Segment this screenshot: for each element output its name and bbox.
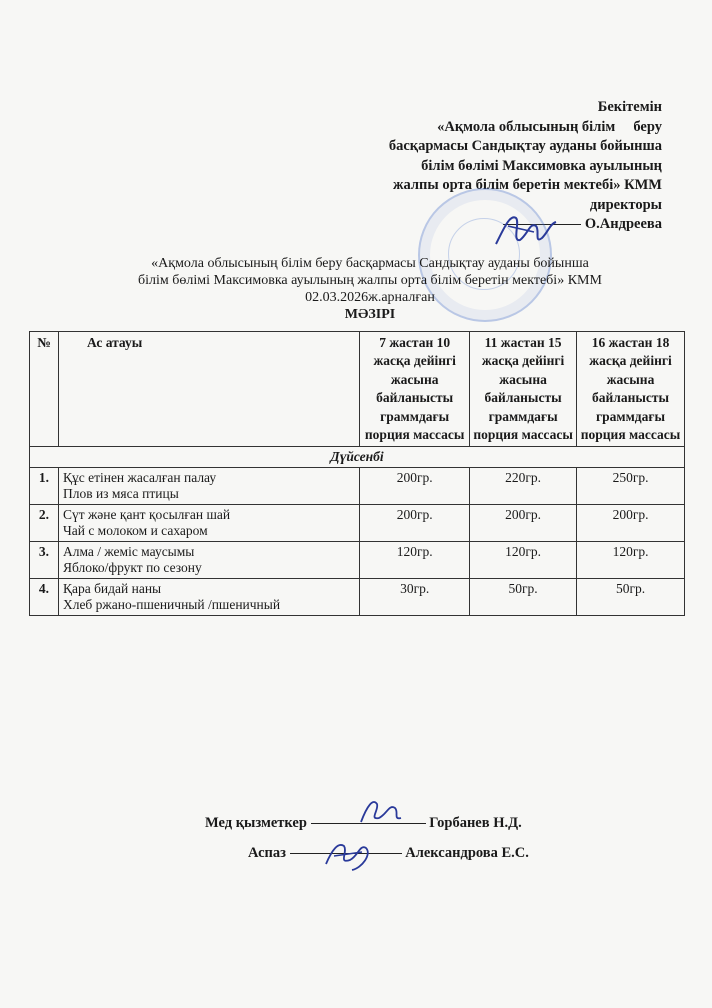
table-row: [30, 468, 685, 505]
dish-name-cell: [58, 579, 359, 616]
dish-name-kz: Құс етінен жасалған палау: [62, 470, 217, 486]
portion-age-7-10: 120гр.: [360, 542, 470, 579]
approval-line: директоры: [589, 196, 662, 213]
dish-name-cell: [58, 468, 359, 505]
table-header-row: [30, 332, 685, 447]
portion-age-7-10: 200гр.: [360, 468, 470, 505]
table-row: [30, 542, 685, 579]
header-num: №: [30, 332, 59, 447]
cook-role: Аспаз: [248, 845, 286, 861]
header-age-11-15: 11 жастан 15 жасқа дейінгі жасына байланысты граммдағы порция массасы: [470, 332, 577, 447]
dish-name-ru: Плов из мяса птицы: [62, 486, 179, 502]
cook-signature-row: [248, 844, 529, 862]
table-row: [30, 505, 685, 542]
table-row: [30, 579, 685, 616]
approval-line: басқармасы Сандықтау ауданы бойынша: [388, 138, 662, 154]
portion-age-16-18: 120гр.: [577, 542, 685, 579]
portion-age-11-15: 220гр.: [470, 468, 577, 505]
portion-age-7-10: 30гр.: [360, 579, 470, 616]
heading-line: «Ақмола облысының білім беру басқармасы Сандықтау ауданы бойынша: [151, 256, 589, 271]
dish-name-kz: Сүт және қант қосылған шай: [62, 507, 231, 523]
dish-name-ru: Яблоко/фрукт по сезону: [62, 560, 202, 576]
dish-name-kz: Алма / жеміс маусымы: [62, 544, 195, 560]
medic-signature: [355, 794, 405, 828]
row-num: 2.: [30, 505, 59, 542]
document-heading: [60, 255, 680, 323]
portion-age-11-15: 200гр.: [470, 505, 577, 542]
approval-line: жалпы орта білім беретін мектебі» КММ: [393, 177, 662, 193]
header-dish-name: Ас атауы: [58, 332, 359, 447]
medic-role: Мед қызметкер: [205, 815, 307, 831]
dish-name-kz: Қара бидай наны: [62, 581, 162, 597]
director-signature: [490, 204, 560, 256]
director-name: О.Андреева: [584, 216, 662, 232]
header-age-16-18: 16 жастан 18 жасқа дейінгі жасына байланысты граммдағы порция массасы: [577, 332, 685, 447]
approval-line: Бекітемін: [597, 99, 662, 115]
cook-name: Александрова Е.С.: [405, 845, 529, 861]
heading-line: білім бөлімі Максимовка ауылының жалпы орта білім беретін мектебі» КММ: [138, 273, 602, 288]
portion-age-11-15: 120гр.: [470, 542, 577, 579]
portion-age-11-15: 50гр.: [470, 579, 577, 616]
approval-line: білім бөлімі Максимовка ауылының: [421, 157, 662, 174]
dish-name-ru: Хлеб ржано-пшеничный /пшеничный: [62, 597, 281, 613]
row-num: 1.: [30, 468, 59, 505]
header-age-7-10: 7 жастан 10 жасқа дейінгі жасына байланысты граммдағы порция массасы: [360, 332, 470, 447]
portion-age-16-18: 50гр.: [577, 579, 685, 616]
dish-name-cell: [58, 542, 359, 579]
document-title: МӘЗІРІ: [344, 307, 396, 322]
day-row: [30, 447, 685, 468]
portion-age-16-18: 250гр.: [577, 468, 685, 505]
dish-name-ru: Чай с молоком и сахаром: [62, 523, 208, 539]
menu-table: [29, 331, 685, 616]
dish-name-cell: [58, 505, 359, 542]
row-num: 3.: [30, 542, 59, 579]
medic-name: Горбанев Н.Д.: [429, 815, 522, 831]
cook-signature: [322, 830, 378, 874]
row-num: 4.: [30, 579, 59, 616]
heading-date: 02.03.2026ж.арналған: [305, 290, 435, 305]
day-label: Дүйсенбі: [30, 447, 685, 468]
portion-age-16-18: 200гр.: [577, 505, 685, 542]
approval-line: «Ақмола облысының білім беру: [437, 118, 662, 135]
portion-age-7-10: 200гр.: [360, 505, 470, 542]
